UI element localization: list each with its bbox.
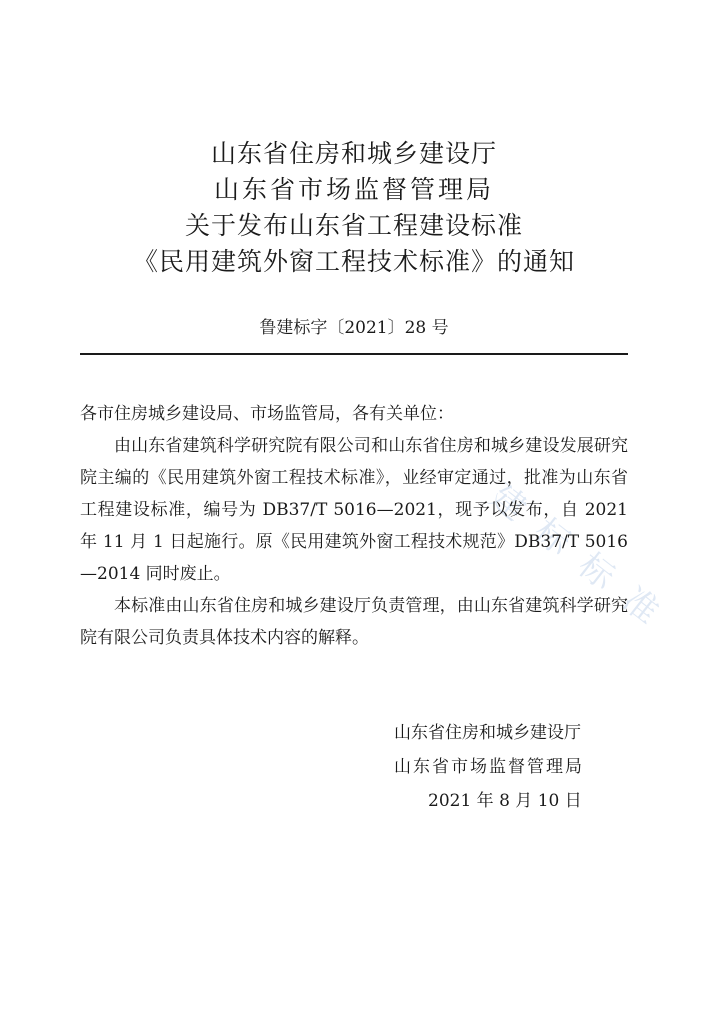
salutation: 各市住房城乡建设局、市场监管局，各有关单位： <box>80 404 454 424</box>
paragraph-2: 本标准由山东省住房和城乡建设厅负责管理，由山东省建筑科学研究院有限公司负责具体技术内容的解释。 <box>80 596 628 648</box>
divider-rule <box>80 353 628 355</box>
notice-body <box>80 398 628 654</box>
signature-block <box>394 716 634 818</box>
document-number: 鲁建标字〔2021〕28 号 <box>259 318 449 338</box>
signature-date: 2021 年 8 月 10 日 <box>428 791 582 811</box>
title-line-4: 《民用建筑外窗工程技术标准》的通知 <box>132 247 575 276</box>
watermark: 建标标准 <box>482 476 684 646</box>
notice-title <box>0 136 708 280</box>
title-line-3: 关于发布山东省工程建设标准 <box>184 211 523 240</box>
paragraph-1: 由山东省建筑科学研究院有限公司和山东省住房和城乡建设发展研究院主编的《民用建筑外窗工程技术标准》，业经审定通过，批准为山东省工程建设标准，编号为 DB37/T 5016—2021，现予以发布，自 2021 年 11 月 1 日起施行。原《民用建筑外窗工程技术规范》DB37/T 5016—2014 同时废止。 <box>80 436 628 584</box>
signature-org-2: 山东省市场监督管理局 <box>394 757 584 777</box>
title-line-1: 山东省住房和城乡建设厅 <box>210 139 497 168</box>
signature-org-1: 山东省住房和城乡建设厅 <box>394 723 581 743</box>
title-line-2: 山东省市场监督管理局 <box>213 175 494 204</box>
